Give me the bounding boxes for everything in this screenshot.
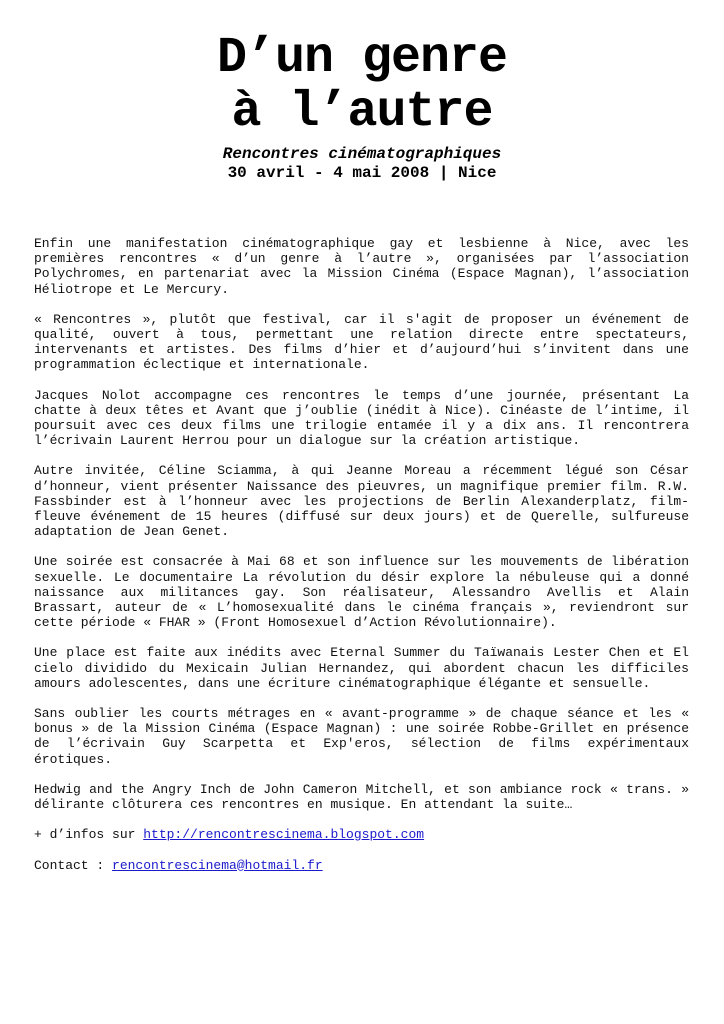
contact-line [34, 858, 689, 873]
paragraph-courts-metrages: Sans oublier les courts métrages en « avant-programme » de chaque séance et les « bonus » de la Mission Cinéma (Espace Magnan) : une soirée Robbe-Grillet en présence de l’écrivain Guy Scarpetta et Exp'eros, sélection de films expérimentaux érotiques. [34, 706, 689, 767]
paragraph-hedwig: Hedwig and the Angry Inch de John Cameron Mitchell, et son ambiance rock « trans. » délirante clôturera ces rencontres en musique. En attendant la suite… [34, 781, 689, 813]
paragraph-nolot: Jacques Nolot accompagne ces rencontres le temps d’une journée, présentant La chatte à deux têtes et Avant que j’oublie (inédit à Nice). Cinéaste de l’intime, il poursuit avec ces deux films une trilogie entamée il y a dix ans. Il rencontrera l’écrivain Laurent Herrou pour un dialogue sur la création artistique. [34, 387, 689, 449]
document-header [0, 32, 724, 183]
title-line-1: D’un genre [216, 30, 508, 87]
info-line [34, 827, 689, 842]
info-prefix: + d’infos sur [34, 827, 144, 843]
document-body [34, 236, 689, 888]
email-link[interactable]: rencontrescinema@hotmail.fr [112, 857, 323, 873]
paragraph-rencontres: « Rencontres », plutôt que festival, car il s'agit de proposer un événement de qualité, ouvert à tous, permettant une relation directe entre spectateurs, intervenants et artistes. Des films d’hier et d’aujourd’hui s’invitent dans une programmation éclectique et internationale. [34, 311, 689, 373]
paragraph-inedits: Une place est faite aux inédits avec Eternal Summer du Taïwanais Lester Chen et El cielo dividido du Mexicain Julian Hernandez, qui abordent chacun les difficiles amours adolescentes, dans une écriture cinématographique élégante et sensuelle. [34, 645, 689, 691]
page-title [0, 32, 724, 140]
page-subtitle: Rencontres cinématographiques [222, 145, 502, 163]
event-dates: 30 avril - 4 mai 2008 | Nice [227, 164, 497, 182]
contact-prefix: Contact : [34, 857, 113, 873]
paragraph-sciamma: Autre invitée, Céline Sciamma, à qui Jeanne Moreau a récemment légué son César d’honneur, vient présenter Naissance des pieuvres, un magnifique premier film. R.W. Fassbinder est à l’honneur avec les projections de Berlin Alexanderplatz, film-fleuve événement de 15 heures (diffusé sur deux jours) et de Querelle, sulfureuse adaptation de Jean Genet. [34, 463, 689, 540]
paragraph-intro: Enfin une manifestation cinématographique gay et lesbienne à Nice, avec les premières rencontres « d’un genre à l’autre », organisées par l’association Polychromes, en partenariat avec la Mission Cinéma (Espace Magnan), l’association Héliotrope et Le Mercury. [34, 236, 689, 297]
blog-link[interactable]: http://rencontrescinema.blogspot.com [143, 827, 425, 843]
title-line-2: à l’autre [231, 84, 493, 141]
paragraph-mai-68: Une soirée est consacrée à Mai 68 et son influence sur les mouvements de libération sexuelle. Le documentaire La révolution du désir explore la nébuleuse qui a donné naissance aux militances gay. Son réalisateur, Alessandro Avellis et Alain Brassart, auteur de « L’homosexualité dans le cinéma français », reviendront sur cette période « FHAR » (Front Homosexuel d’Action Révolutionnaire). [34, 554, 689, 631]
